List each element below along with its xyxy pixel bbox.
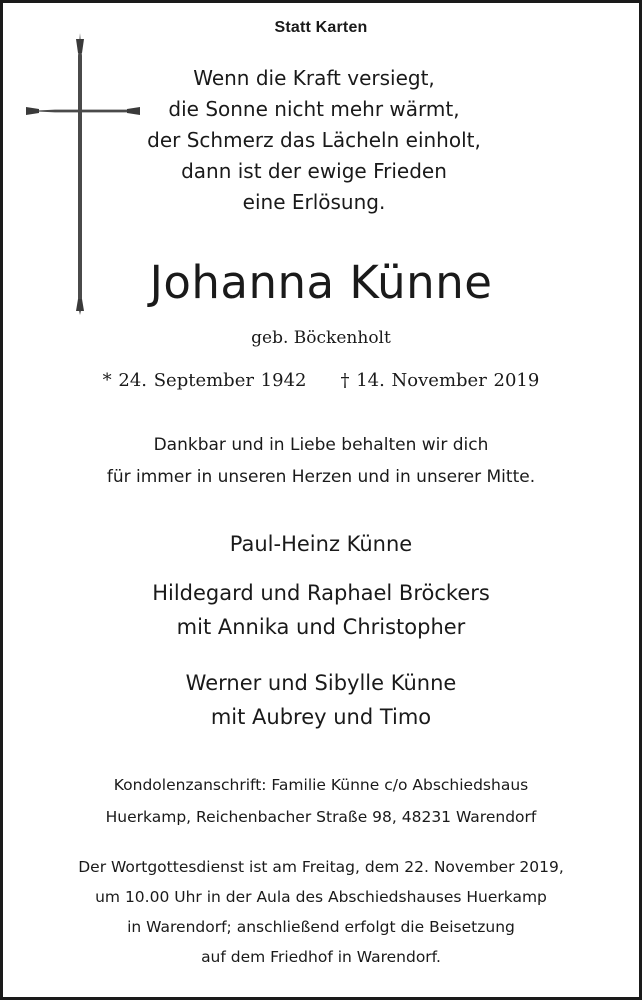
service-line: auf dem Friedhof in Warendorf. (201, 948, 441, 966)
birth-date: * 24. September 1942 (102, 370, 307, 391)
service-line: in Warendorf; anschließend erfolgt die Beisetzung (127, 918, 515, 936)
family-line: Werner und Sibylle Künne (185, 671, 457, 695)
thanks-line: Dankbar und in Liebe behalten wir dich (153, 435, 489, 455)
service-line: um 10.00 Uhr in der Aula des Abschiedshauses Huerkamp (95, 888, 547, 906)
header-title: Statt Karten (274, 19, 368, 36)
poem (99, 63, 529, 218)
service-line: Der Wortgottesdienst ist am Freitag, dem 22. November 2019, (78, 858, 564, 876)
family-line: Paul-Heinz Künne (229, 532, 413, 556)
family-group (3, 666, 639, 734)
family-line: Hildegard und Raphael Bröckers (152, 581, 490, 605)
family-line: mit Annika und Christopher (176, 615, 466, 639)
poem-line: eine Erlösung. (242, 190, 386, 214)
service-info (3, 852, 639, 972)
life-dates (3, 370, 639, 391)
maiden-name: geb. Böckenholt (251, 328, 391, 348)
thanks-line: für immer in unseren Herzen und in unserer Mitte. (106, 467, 536, 487)
poem-line: dann ist der ewige Frieden (181, 159, 447, 183)
family-line: mit Aubrey und Timo (210, 705, 432, 729)
family-group (3, 527, 639, 561)
poem-line: Wenn die Kraft versiegt, (193, 66, 435, 90)
poem-line: der Schmerz das Lächeln einholt, (147, 128, 481, 152)
address-line: Kondolenzanschrift: Familie Künne c/o Abschiedshaus (113, 776, 529, 794)
death-date: † 14. November 2019 (340, 370, 540, 391)
address-line: Huerkamp, Reichenbacher Straße 98, 48231 Warendorf (105, 808, 537, 826)
deceased-name: Johanna Künne (149, 256, 493, 309)
condolence-address (3, 769, 639, 833)
thanks-text (3, 429, 639, 493)
family-group (3, 576, 639, 644)
poem-line: die Sonne nicht mehr wärmt, (168, 97, 460, 121)
